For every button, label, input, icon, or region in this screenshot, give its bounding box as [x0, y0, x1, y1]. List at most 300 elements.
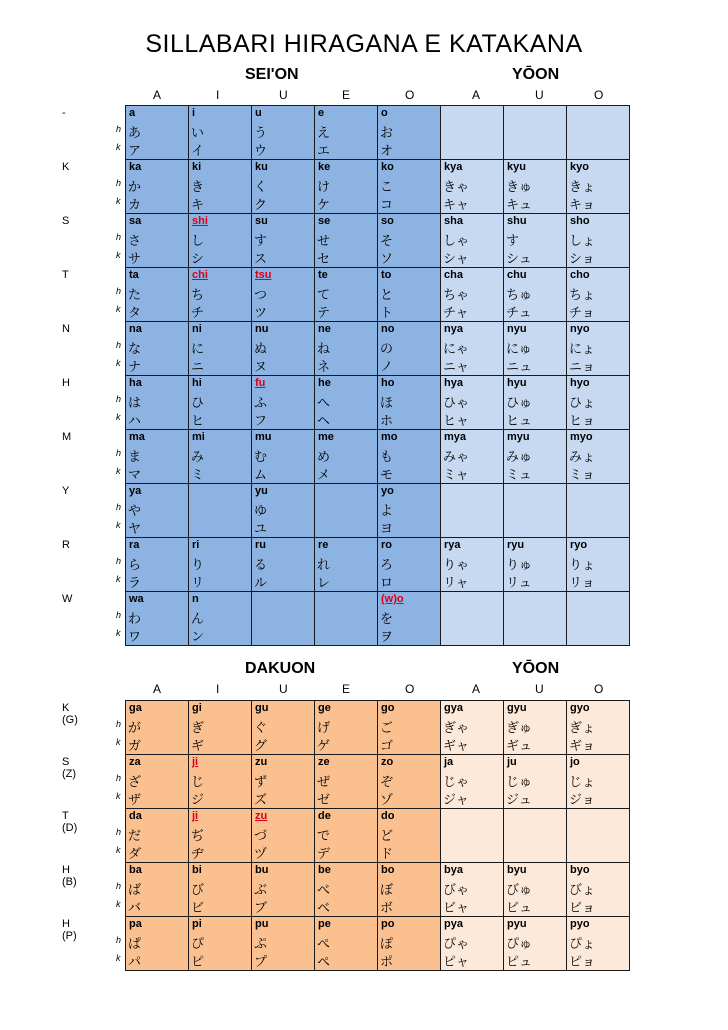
hiragana-char: う	[254, 126, 268, 141]
romaji-label: yo	[381, 485, 394, 497]
row-label: H (P)	[62, 918, 77, 942]
katakana-char: ピ	[191, 955, 205, 970]
hiragana-char: びゃ	[443, 883, 470, 898]
romaji-label: ho	[381, 377, 395, 389]
yoon-cell	[440, 808, 504, 863]
romaji-label: rya	[444, 539, 461, 551]
katakana-char: ダ	[128, 847, 142, 862]
katakana-char: ヌ	[254, 360, 268, 375]
romaji-label: ze	[318, 756, 330, 768]
katakana-char: ビ	[191, 901, 205, 916]
katakana-char: ジャ	[443, 793, 469, 808]
yoon-cell	[503, 700, 567, 755]
katakana-char: ア	[128, 144, 142, 159]
hiragana-char: きゅ	[506, 180, 533, 195]
yoon-cell	[440, 700, 504, 755]
kana-cell	[188, 213, 252, 268]
romaji-label: pe	[318, 918, 331, 930]
katakana-char: ハ	[128, 414, 142, 429]
kana-cell	[314, 537, 378, 592]
kana-cell	[188, 754, 252, 809]
romaji-label: ya	[129, 485, 142, 497]
romaji-label: ge	[318, 702, 331, 714]
kana-cell	[251, 429, 315, 484]
kana-cell	[377, 916, 441, 971]
hiragana-char: が	[128, 721, 142, 736]
hiragana-char: あ	[128, 126, 142, 141]
hiragana-char: ぽ	[380, 937, 394, 952]
yoon-cell	[566, 159, 630, 214]
romaji-label: shi	[192, 215, 208, 227]
romaji-label: pi	[192, 918, 202, 930]
kana-cell	[188, 429, 252, 484]
kana-cell	[314, 429, 378, 484]
hiragana-char: ぼ	[380, 883, 394, 898]
katakana-char: ト	[380, 306, 394, 321]
hiragana-char: みゅ	[506, 450, 533, 465]
hiragana-char: の	[380, 342, 394, 357]
yoon-cell	[566, 808, 630, 863]
seion-yoon-title: YŌON	[512, 66, 560, 83]
hiragana-char: を	[380, 612, 394, 627]
romaji-label: bu	[255, 864, 269, 876]
yoon-cell	[440, 159, 504, 214]
kana-cell	[125, 537, 189, 592]
katakana-char: ズ	[254, 793, 268, 808]
hiragana-char: ざ	[128, 775, 142, 790]
hiragana-char: と	[380, 288, 394, 303]
row-label: R	[62, 539, 70, 551]
katakana-row-marker: k	[116, 791, 121, 801]
kana-cell	[314, 700, 378, 755]
romaji-label: su	[255, 215, 268, 227]
romaji-label: hya	[444, 377, 463, 389]
katakana-char: リュ	[506, 576, 532, 591]
romaji-label: ri	[192, 539, 200, 551]
romaji-label: pya	[444, 918, 463, 930]
yoon-cell	[440, 591, 504, 646]
romaji-label: zo	[381, 756, 394, 768]
romaji-label: sa	[129, 215, 142, 227]
kana-cell	[314, 916, 378, 971]
kana-cell	[188, 375, 252, 430]
hiragana-char: ぬ	[254, 342, 268, 357]
hiragana-char: え	[317, 126, 331, 141]
kana-cell	[188, 537, 252, 592]
romaji-label: nya	[444, 323, 463, 335]
yoon-vowel-header-u: U	[535, 682, 544, 696]
katakana-char: ミ	[191, 468, 205, 483]
vowel-header-e: E	[342, 88, 351, 102]
kana-cell	[314, 808, 378, 863]
romaji-label: ne	[318, 323, 331, 335]
romaji-label: bi	[192, 864, 202, 876]
kana-cell	[251, 105, 315, 160]
katakana-char: ギャ	[443, 739, 470, 754]
hiragana-char: ふ	[254, 396, 268, 411]
romaji-label: nyu	[507, 323, 527, 335]
katakana-char: リ	[191, 576, 205, 591]
katakana-char: ジュ	[506, 793, 532, 808]
katakana-row-marker: k	[116, 412, 121, 422]
hiragana-char: け	[317, 180, 331, 195]
romaji-label: mo	[381, 431, 398, 443]
romaji-label: kya	[444, 161, 463, 173]
hiragana-char: みょ	[569, 450, 596, 465]
romaji-label: pyu	[507, 918, 527, 930]
kana-cell	[314, 375, 378, 430]
romaji-label: mu	[255, 431, 272, 443]
katakana-char: テ	[317, 306, 331, 321]
katakana-char: ル	[254, 576, 268, 591]
vowel-header-o: O	[405, 88, 415, 102]
katakana-char: チュ	[506, 306, 532, 321]
hiragana-char: ん	[191, 612, 205, 627]
romaji-label: byu	[507, 864, 527, 876]
romaji-label: ke	[318, 161, 331, 173]
katakana-char: タ	[128, 306, 142, 321]
katakana-char: ピョ	[569, 955, 596, 970]
hiragana-char: い	[191, 126, 205, 141]
hiragana-char: る	[254, 558, 268, 573]
kana-cell	[125, 159, 189, 214]
hiragana-char: わ	[128, 612, 142, 627]
katakana-char: ヒュ	[506, 414, 533, 429]
kana-cell	[125, 808, 189, 863]
romaji-label: gu	[255, 702, 269, 714]
hiragana-char: きょ	[569, 180, 596, 195]
romaji-label: e	[318, 107, 325, 119]
hiragana-char: く	[254, 180, 268, 195]
romaji-label: pyo	[570, 918, 590, 930]
katakana-char: ミュ	[506, 468, 532, 483]
katakana-char: グ	[254, 739, 268, 754]
kana-cell	[125, 916, 189, 971]
hiragana-char: り	[191, 558, 205, 573]
yoon-vowel-header-a: A	[472, 88, 481, 102]
romaji-label: na	[129, 323, 142, 335]
kana-cell	[377, 591, 441, 646]
yoon-cell	[503, 537, 567, 592]
romaji-label: ro	[381, 539, 392, 551]
romaji-label: hyo	[570, 377, 590, 389]
katakana-char: ス	[254, 252, 268, 267]
romaji-label: ku	[255, 161, 268, 173]
hiragana-char: ぴゃ	[443, 937, 470, 952]
katakana-char: チ	[191, 306, 205, 321]
romaji-label: ba	[129, 864, 142, 876]
page-title: SILLABARI HIRAGANA E KATAKANA	[145, 30, 583, 58]
hiragana-char: ぢ	[191, 829, 205, 844]
hiragana-char: だ	[128, 829, 142, 844]
katakana-char: ム	[254, 468, 268, 483]
yoon-cell	[503, 916, 567, 971]
yoon-cell	[503, 754, 567, 809]
romaji-label: shu	[507, 215, 527, 227]
kana-cell	[251, 754, 315, 809]
katakana-char: ウ	[254, 144, 268, 159]
romaji-label: to	[381, 269, 392, 281]
kana-cell	[377, 862, 441, 917]
hiragana-char: さ	[128, 234, 142, 249]
hiragana-char: ぱ	[128, 937, 142, 952]
hiragana-char: ぴ	[191, 937, 205, 952]
yoon-cell	[503, 375, 567, 430]
yoon-vowel-header-o: O	[594, 88, 604, 102]
kana-cell	[251, 483, 315, 538]
kana-cell	[314, 267, 378, 322]
katakana-char: セ	[317, 252, 331, 267]
hiragana-char: じょ	[569, 775, 596, 790]
hiragana-char: ど	[380, 829, 394, 844]
romaji-label: be	[318, 864, 331, 876]
kana-cell	[125, 700, 189, 755]
yoon-cell	[440, 105, 504, 160]
hiragana-char: ね	[317, 342, 331, 357]
katakana-char: プ	[254, 955, 268, 970]
vowel-header-e: E	[342, 682, 351, 696]
katakana-char: ロ	[380, 576, 394, 591]
kana-cell	[188, 483, 252, 538]
kana-cell	[377, 375, 441, 430]
romaji-label: ji	[192, 810, 199, 822]
romaji-label: fu	[255, 377, 266, 389]
hiragana-char: や	[128, 504, 142, 519]
romaji-label: u	[255, 107, 262, 119]
hiragana-char: ぶ	[254, 883, 268, 898]
romaji-label: cha	[444, 269, 463, 281]
hiragana-row-marker: h	[116, 286, 122, 296]
katakana-char: ド	[380, 847, 394, 862]
yoon-cell	[503, 159, 567, 214]
hiragana-char: む	[254, 450, 268, 465]
yoon-cell	[566, 754, 630, 809]
katakana-char: ホ	[380, 414, 394, 429]
katakana-char: カ	[128, 198, 142, 213]
yoon-cell	[566, 591, 630, 646]
katakana-char: シ	[191, 252, 205, 267]
hiragana-char: りゃ	[443, 558, 470, 573]
hiragana-char: せ	[317, 234, 331, 249]
row-label: H (B)	[62, 864, 77, 888]
kana-cell	[125, 213, 189, 268]
romaji-label: da	[129, 810, 142, 822]
hiragana-char: ぷ	[254, 937, 268, 952]
hiragana-char: よ	[380, 504, 394, 519]
row-label: -	[62, 107, 66, 119]
yoon-cell	[566, 862, 630, 917]
romaji-label: yu	[255, 485, 268, 497]
hiragana-char: びゅ	[506, 883, 533, 898]
kana-cell	[314, 754, 378, 809]
katakana-row-marker: k	[116, 899, 121, 909]
hiragana-char: ぎ	[191, 721, 205, 736]
yoon-cell	[503, 591, 567, 646]
romaji-label: chi	[192, 269, 208, 281]
katakana-char: キャ	[443, 198, 470, 213]
katakana-char: ミョ	[569, 468, 595, 483]
katakana-char: ポ	[380, 955, 394, 970]
vowel-header-i: I	[216, 682, 220, 696]
kana-cell	[377, 105, 441, 160]
katakana-char: ケ	[317, 198, 331, 213]
kana-cell	[251, 159, 315, 214]
romaji-label: kyu	[507, 161, 526, 173]
hiragana-char: は	[128, 396, 142, 411]
katakana-char: シャ	[443, 252, 469, 267]
katakana-char: キュ	[506, 198, 533, 213]
kana-cell	[125, 321, 189, 376]
seion-title: SEI'ON	[245, 66, 299, 83]
katakana-char: ギュ	[506, 739, 533, 754]
hiragana-char: ちゅ	[506, 288, 533, 303]
hiragana-char: ず	[254, 775, 268, 790]
hiragana-char: し	[191, 234, 205, 249]
hiragana-char: ち	[191, 288, 205, 303]
hiragana-char: じ	[191, 775, 205, 790]
vowel-header-u: U	[279, 682, 288, 696]
romaji-label: i	[192, 107, 196, 119]
kana-cell	[188, 916, 252, 971]
hiragana-char: ぜ	[317, 775, 331, 790]
romaji-label: mya	[444, 431, 467, 443]
hiragana-char: にゅ	[506, 342, 532, 357]
romaji-label: hi	[192, 377, 202, 389]
kana-cell	[188, 591, 252, 646]
katakana-char: ヂ	[191, 847, 205, 862]
katakana-char: イ	[191, 144, 205, 159]
hiragana-row-marker: h	[116, 827, 122, 837]
romaji-label: gya	[444, 702, 463, 714]
hiragana-char: ら	[128, 558, 142, 573]
yoon-cell	[566, 483, 630, 538]
katakana-char: ノ	[380, 360, 394, 375]
hiragana-char: ま	[128, 450, 142, 465]
kana-cell	[251, 267, 315, 322]
katakana-char: ジ	[191, 793, 205, 808]
katakana-char: ツ	[254, 306, 268, 321]
kana-cell	[314, 321, 378, 376]
katakana-char: デ	[317, 847, 331, 862]
hiragana-char: な	[128, 342, 142, 357]
romaji-label: ko	[381, 161, 394, 173]
hiragana-char: ちゃ	[443, 288, 470, 303]
romaji-label: myo	[570, 431, 593, 443]
hiragana-char: で	[317, 829, 331, 844]
hiragana-char: ぴゅ	[506, 937, 533, 952]
romaji-label: byo	[570, 864, 590, 876]
hiragana-char: す	[254, 234, 268, 249]
kana-cell	[188, 105, 252, 160]
hiragana-char: ゆ	[254, 504, 268, 519]
row-label: K (G)	[62, 702, 78, 726]
katakana-row-marker: k	[116, 737, 121, 747]
hiragana-char: ぺ	[317, 937, 331, 952]
katakana-char: ニャ	[443, 360, 470, 375]
katakana-char: ゾ	[380, 793, 394, 808]
katakana-char: ヒャ	[443, 414, 470, 429]
romaji-label: ha	[129, 377, 142, 389]
hiragana-char: げ	[317, 721, 331, 736]
yoon-cell	[440, 754, 504, 809]
katakana-char: ベ	[317, 901, 331, 916]
romaji-label: nyo	[570, 323, 590, 335]
hiragana-char: にゃ	[443, 342, 469, 357]
romaji-label: go	[381, 702, 395, 714]
kana-cell	[188, 159, 252, 214]
yoon-cell	[503, 105, 567, 160]
katakana-char: リョ	[569, 576, 595, 591]
hiragana-char: ちょ	[569, 288, 596, 303]
romaji-label: mi	[192, 431, 205, 443]
katakana-char: ショ	[569, 252, 595, 267]
katakana-char: ソ	[380, 252, 394, 267]
katakana-char: キョ	[569, 198, 596, 213]
katakana-char: シュ	[506, 252, 532, 267]
katakana-char: ナ	[128, 360, 142, 375]
romaji-label: jo	[570, 756, 580, 768]
katakana-char: ン	[191, 630, 205, 645]
romaji-label: se	[318, 215, 331, 227]
kana-cell	[377, 483, 441, 538]
romaji-label: ta	[129, 269, 139, 281]
yoon-vowel-header-u: U	[535, 88, 544, 102]
romaji-label: he	[318, 377, 331, 389]
katakana-char: オ	[380, 144, 394, 159]
katakana-char: コ	[380, 198, 394, 213]
katakana-char: ワ	[128, 630, 142, 645]
kana-cell	[377, 700, 441, 755]
vowel-header-o: O	[405, 682, 415, 696]
hiragana-row-marker: h	[116, 556, 122, 566]
yoon-cell	[503, 213, 567, 268]
kana-cell	[125, 754, 189, 809]
romaji-label: ju	[507, 756, 517, 768]
romaji-label: ma	[129, 431, 145, 443]
katakana-row-marker: k	[116, 196, 121, 206]
romaji-label: kyo	[570, 161, 589, 173]
kana-cell	[314, 862, 378, 917]
katakana-row-marker: k	[116, 142, 121, 152]
katakana-char: ピュ	[506, 955, 533, 970]
vowel-header-a: A	[153, 682, 162, 696]
kana-cell	[125, 862, 189, 917]
yoon-cell	[440, 375, 504, 430]
hiragana-row-marker: h	[116, 881, 122, 891]
katakana-char: ク	[254, 198, 268, 213]
kana-cell	[125, 591, 189, 646]
hiragana-row-marker: h	[116, 394, 122, 404]
katakana-char: ビュ	[506, 901, 533, 916]
katakana-char: チャ	[443, 306, 469, 321]
kana-cell	[377, 159, 441, 214]
hiragana-char: ぎゅ	[506, 721, 533, 736]
hiragana-char: ぎょ	[569, 721, 596, 736]
kana-cell	[377, 321, 441, 376]
yoon-cell	[503, 483, 567, 538]
katakana-char: ブ	[254, 901, 268, 916]
hiragana-char: か	[128, 180, 142, 195]
romaji-label: za	[129, 756, 141, 768]
hiragana-char: て	[317, 288, 331, 303]
row-label: N	[62, 323, 70, 335]
yoon-cell	[440, 537, 504, 592]
kana-cell	[188, 808, 252, 863]
romaji-label: ji	[192, 756, 199, 768]
romaji-label: a	[129, 107, 136, 119]
hiragana-char: しょ	[569, 234, 596, 249]
romaji-label: tsu	[255, 269, 272, 281]
